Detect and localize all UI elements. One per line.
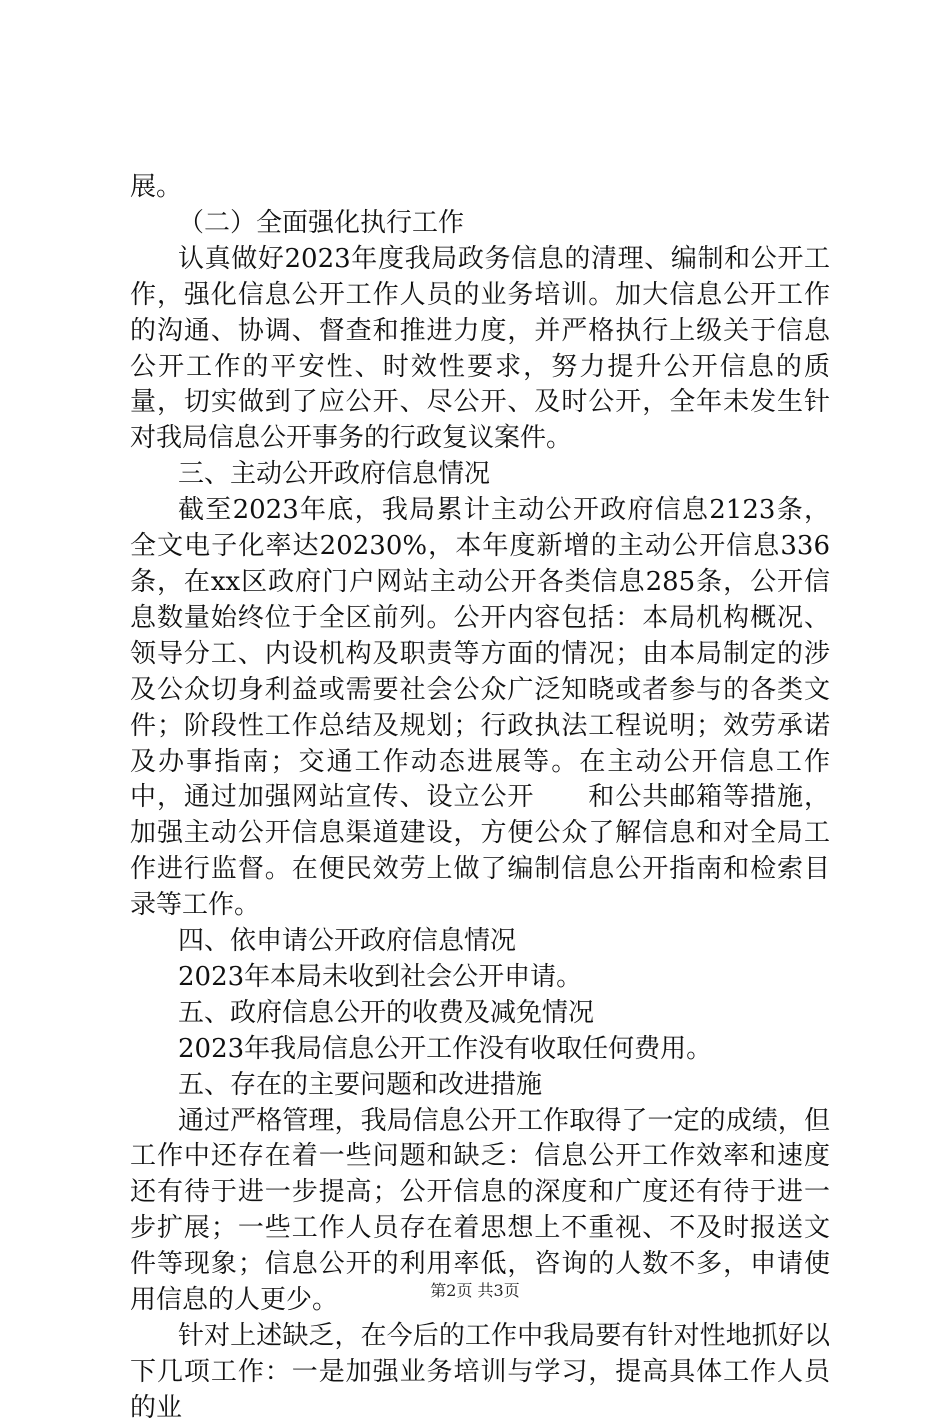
paragraph-application-disclosure: 2023年本局未收到社会公开申请。 (178, 961, 583, 992)
document-body (130, 170, 830, 1427)
heading-problems: 五、存在的主要问题和改进措施 (178, 1069, 543, 1100)
page-number-footer: 第2页 共3页 (430, 1281, 520, 1300)
subheading-execution-work: （二）全面强化执行工作 (178, 207, 465, 238)
heading-fees: 五、政府信息公开的收费及减免情况 (178, 997, 595, 1028)
paragraph-proactive-disclosure: 截至2023年底，我局累计主动公开政府信息2123条，全文电子化率达20230%，本年度新增的主动公开信息336条，在xx区政府门户网站主动公开各类信息285条，公开信息数量始终位于全区前列。公开内容包括：本局机构概况、领导分工、内设机构及职责等方面的情况；由本局制定的涉及公众切身利益或需要社会公众广泛知晓或者参与的各类文件；阶段性工作总结及规划；行政执法工程说明；效劳承诺及办事指南；交通工作动态进展等。在主动公开信息工作中，通过加强网站宣传、设立公开 和公共邮箱等措施，加强主动公开信息渠道建设，方便公众了解信息和对全局工作进行监督。在便民效劳上做了编制信息公开指南和检索目录等工作。 (130, 495, 830, 921)
paragraph-fees: 2023年我局信息公开工作没有收取任何费用。 (178, 1033, 713, 1064)
paragraph-measures: 针对上述缺乏，在今后的工作中我局要有针对性地抓好以下几项工作：一是加强业务培训与学习，提高具体工作人员的业 (130, 1321, 830, 1423)
paragraph-execution-work: 认真做好2023年度我局政务信息的清理、编制和公开工作，强化信息公开工作人员的业务培训。加大信息公开工作的沟通、协调、督查和推进力度，并严格执行上级关于信息公开工作的平安性、时效性要求，努力提升公开信息的质量，切实做到了应公开、尽公开、及时公开，全年未发生针对我局信息公开事务的行政复议案件。 (130, 243, 830, 454)
heading-application-disclosure: 四、依申请公开政府信息情况 (178, 926, 517, 957)
heading-proactive-disclosure: 三、主动公开政府信息情况 (178, 459, 491, 490)
paragraph-continuation: 展。 (130, 172, 183, 202)
paragraph-problems: 通过严格管理，我局信息公开工作取得了一定的成绩，但工作中还存在着一些问题和缺乏：信息公开工作效率和速度还有待于进一步提高；公开信息的深度和广度还有待于进一步扩展；一些工作人员存在着思想上不重视、不及时报送文件等现象；信息公开的利用率低，咨询的人数不多，申请使用信息的人更少。 (130, 1105, 830, 1316)
